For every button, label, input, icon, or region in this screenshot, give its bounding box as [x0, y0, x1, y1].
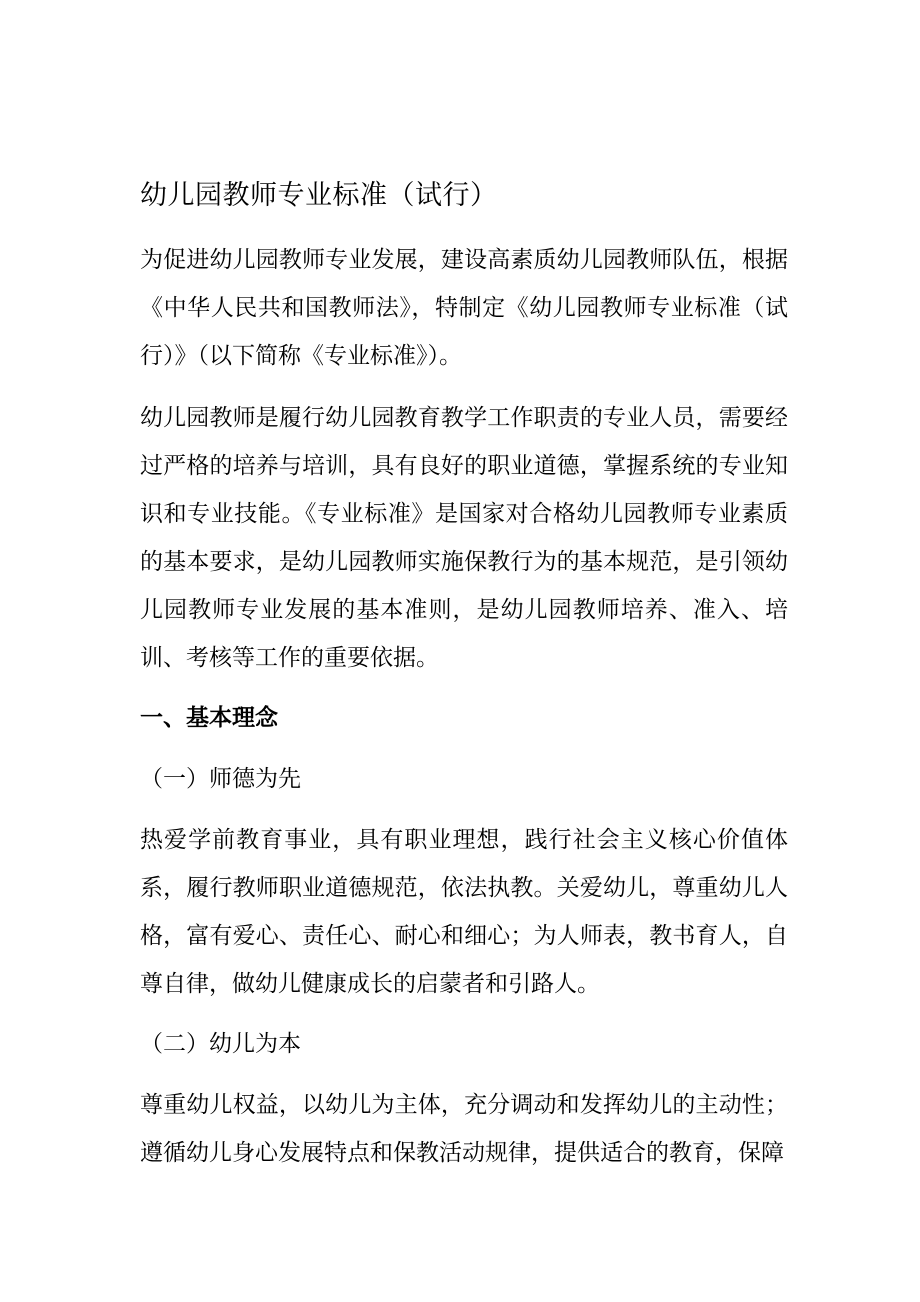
subsection-heading-ethics-first: （一）师德为先 [140, 766, 301, 792]
document-title: 幼儿园教师专业标准（试行） [140, 180, 498, 211]
section-heading-basic-concepts: 一、基本理念 [140, 705, 278, 731]
definition-paragraph: 幼儿园教师是履行幼儿园教育教学工作职责的专业人员，需要经过严格的培养与培训，具有良好的职业道德，掌握系统的专业知识和专业技能。《专业标准》是国家对合格幼儿园教师专业素质的基本要求，是幼儿园教师实施保教行为的基本规范，是引领幼儿园教师专业发展的基本准则，是幼儿园教师培养、准入、培训、考核等工作的重要依据。 [140, 405, 788, 671]
subsection-paragraph-child-oriented: 尊重幼儿权益，以幼儿为主体，充分调动和发挥幼儿的主动性；遵循幼儿身心发展特点和保教活动规律，提供适合的教育，保障 [140, 1092, 788, 1166]
subsection-paragraph-ethics-first: 热爱学前教育事业，具有职业理想，践行社会主义核心价值体系，履行教师职业道德规范，依法执教。关爱幼儿，尊重幼儿人格，富有爱心、责任心、耐心和细心；为人师表，教书育人，自尊自律，做幼儿健康成长的启蒙者和引路人。 [140, 827, 788, 997]
intro-paragraph: 为促进幼儿园教师专业发展，建设高素质幼儿园教师队伍，根据《中华人民共和国教师法》，特制定《幼儿园教师专业标准（试行）》（以下简称《专业标准》）。 [140, 247, 788, 369]
subsection-heading-child-oriented: （二）幼儿为本 [140, 1031, 301, 1057]
